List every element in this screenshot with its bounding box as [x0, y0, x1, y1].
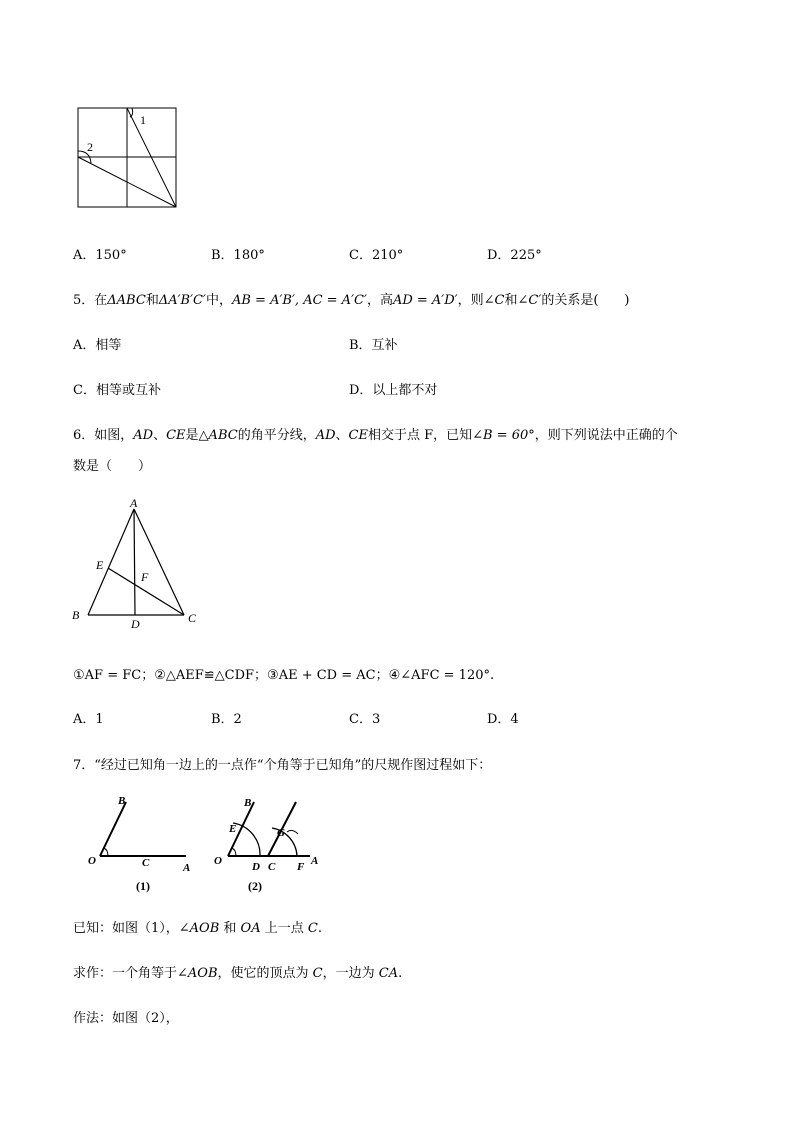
q6-option-c[interactable]: C．3	[349, 712, 381, 727]
label-d: D	[131, 617, 140, 631]
q5-option-a[interactable]: A．相等	[73, 338, 122, 353]
fig1-ray-ob	[100, 802, 126, 856]
fig2-label-c: C	[268, 861, 276, 873]
fig2-label-b: B	[244, 797, 252, 809]
fig1-label-a: A	[183, 862, 191, 874]
fig1-caption: (1)	[136, 879, 150, 893]
q5-option-d[interactable]: D．以上都不对	[349, 383, 438, 398]
q6-statements: ①AF = FC；②△AEF≌△CDF；③AE + CD = AC；④∠AFC = 120°.	[73, 668, 495, 683]
fig2-label-d: D	[252, 861, 260, 873]
q4-option-c[interactable]: C．210°	[349, 248, 404, 263]
q6-option-a[interactable]: A．1	[73, 712, 104, 727]
fig2-label-f: F	[297, 861, 305, 873]
fig2-label-e: E	[229, 823, 237, 835]
side-ab	[88, 509, 134, 615]
q5-option-b[interactable]: B．互补	[349, 338, 398, 353]
q6-question-line1: 6．如图，AD、CE是△ABC的角平分线，AD、CE相交于点 F，已知∠B = 60°，则下列说法中正确的个	[73, 428, 678, 443]
fig2-arc-small	[287, 830, 298, 834]
q6-option-d[interactable]: D．4	[487, 712, 519, 727]
fig2-arc-de	[233, 823, 260, 856]
q7-question: 7．“经过已知角一边上的一点作“个角等于已知角”的尺规作图过程如下：	[73, 758, 492, 773]
fig2-label-a: A	[311, 855, 319, 867]
q7-method: 作法：如图（2），	[73, 1011, 179, 1026]
q6-option-b[interactable]: B．2	[211, 712, 242, 727]
fig2-label-g: G	[277, 827, 285, 839]
fig2-caption: (2)	[248, 879, 262, 893]
fig2-label-o: O	[214, 855, 222, 867]
q6-question-line2: 数是（ ）	[73, 459, 152, 474]
fig2-angle-mark	[232, 848, 236, 856]
label-b: B	[72, 608, 80, 622]
q5-option-c[interactable]: C．相等或互补	[73, 383, 161, 398]
q4-option-a[interactable]: A．150°	[73, 248, 127, 263]
label-c: C	[188, 611, 197, 625]
segment-ad	[134, 509, 135, 615]
label-e: E	[96, 558, 104, 572]
q4-option-d[interactable]: D．225°	[487, 248, 542, 263]
fig1-label-b: B	[118, 795, 126, 807]
triangle-figure	[68, 495, 208, 633]
angle1-label: 1	[140, 113, 146, 127]
q4-option-b[interactable]: B．180°	[211, 248, 265, 263]
fig1-label-o: O	[88, 855, 96, 867]
angle2-label: 2	[87, 140, 93, 154]
q5-question: 5．在ΔABC和ΔA′B′C′中，AB = A′B′, AC = A′C′，高AD = A′D′，则∠C和∠C′的关系是( )	[73, 293, 630, 308]
label-f: F	[141, 570, 149, 584]
grid-angle-figure	[70, 100, 185, 212]
label-a: A	[130, 496, 138, 510]
construction-figure	[84, 790, 334, 898]
q7-known: 已知：如图（1），∠AOB 和 OA 上一点 C.	[73, 921, 322, 936]
q7-find: 求作：一个角等于∠AOB，使它的顶点为 C，一边为 CA.	[73, 966, 403, 981]
fig1-label-c: C	[142, 857, 150, 869]
fig1-angle-mark	[104, 848, 108, 856]
